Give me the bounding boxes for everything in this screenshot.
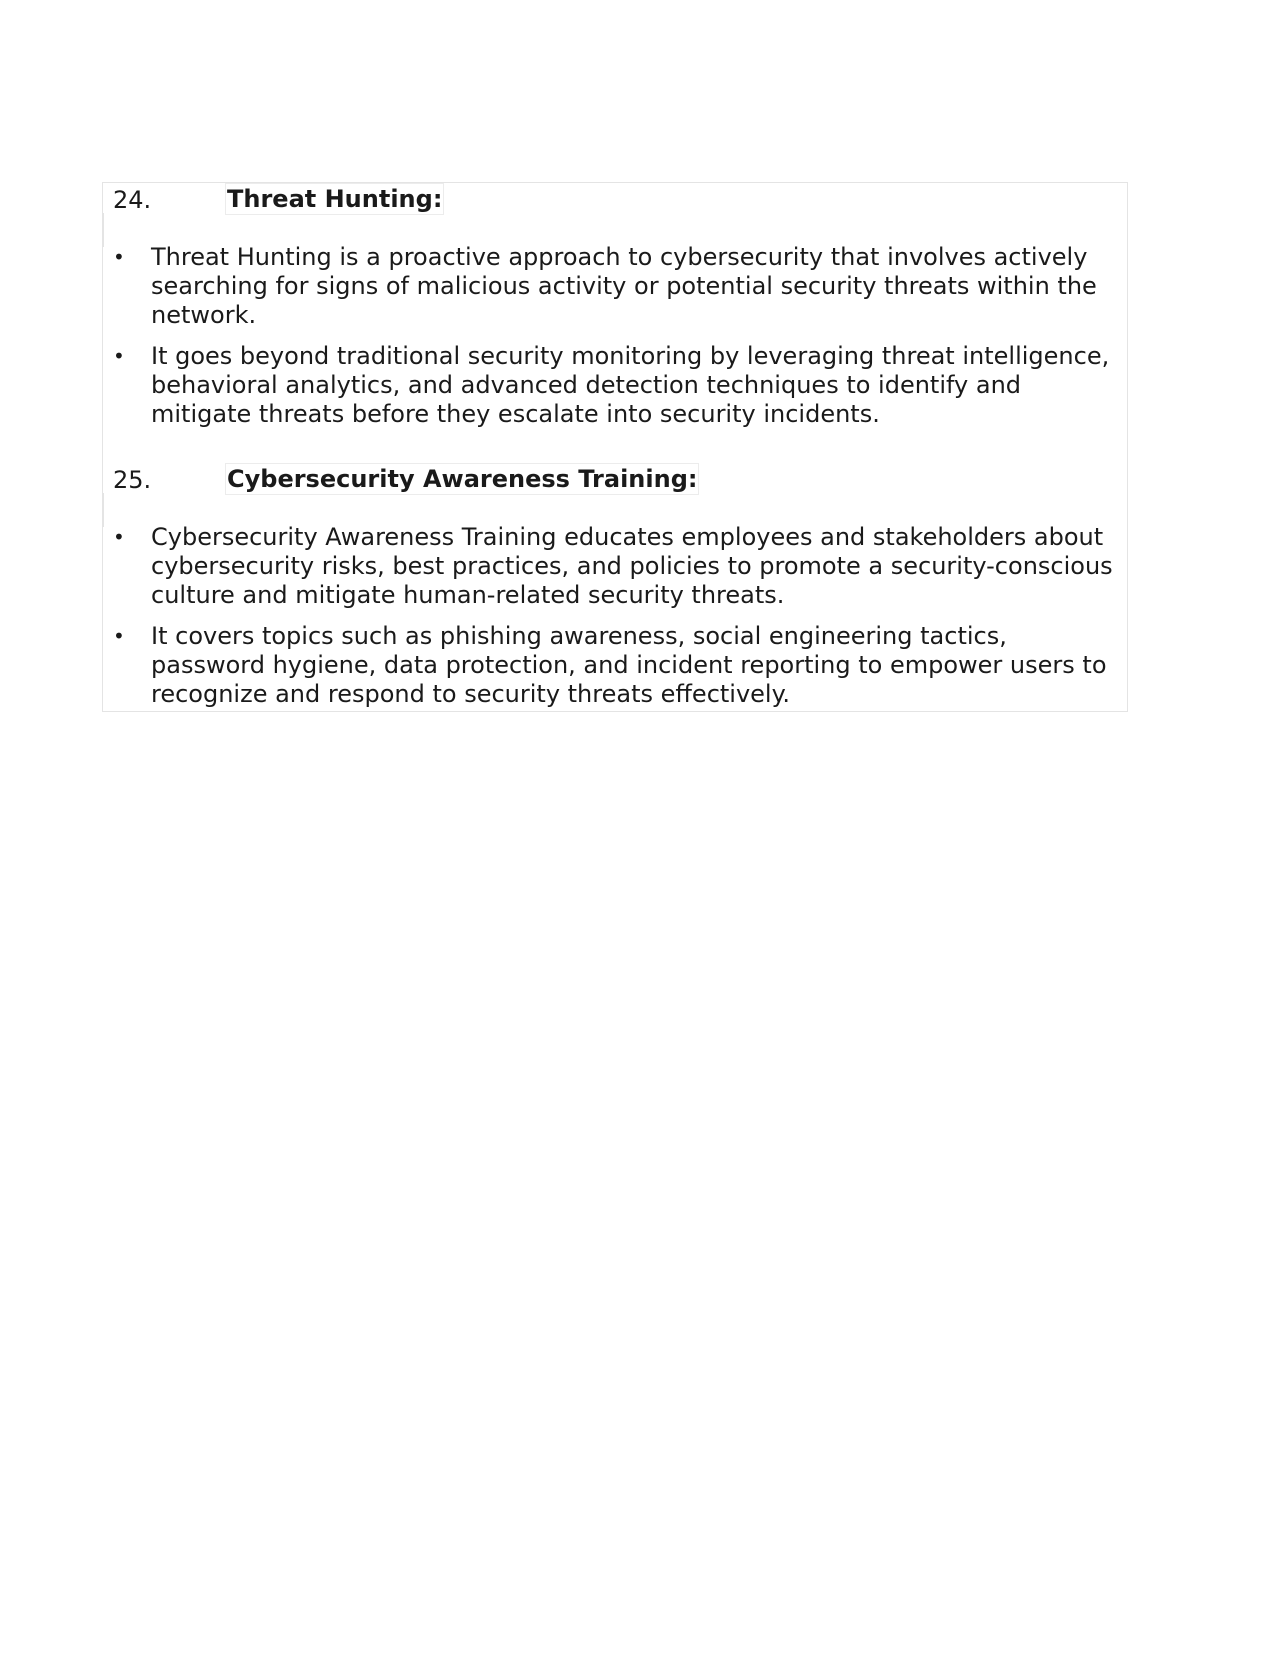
list-item-text: It goes beyond traditional security monitoring by leveraging threat intelligence, behavioral analytics, and advanced detection techniques to identify and mitigate threats before they escalate into security incidents. bbox=[151, 342, 1110, 428]
bullet-icon: • bbox=[113, 245, 125, 269]
section-threat-hunting bbox=[103, 183, 1127, 428]
bullet-icon: • bbox=[113, 344, 125, 368]
bullet-list bbox=[103, 523, 1127, 721]
content-block bbox=[102, 182, 1128, 712]
section-number: 24. bbox=[113, 186, 152, 214]
list-item bbox=[103, 342, 1127, 429]
section-heading bbox=[103, 183, 1127, 217]
section-awareness-training bbox=[103, 463, 1127, 708]
section-number: 25. bbox=[113, 466, 152, 494]
section-title: Cybersecurity Awareness Training: bbox=[227, 465, 698, 493]
section-heading bbox=[103, 463, 1127, 497]
list-item-text: Cybersecurity Awareness Training educates employees and stakeholders about cybersecurity risks, best practices, and policies to promote a security-conscious culture and mitigate human-related security threats. bbox=[151, 523, 1113, 609]
margin-marker bbox=[102, 493, 104, 527]
bullet-icon: • bbox=[113, 624, 125, 648]
bullet-icon: • bbox=[113, 525, 125, 549]
section-title: Threat Hunting: bbox=[227, 185, 443, 213]
bullet-list bbox=[103, 243, 1127, 441]
list-item-text: It covers topics such as phishing awareness, social engineering tactics, password hygiene, data protection, and incident reporting to empower users to recognize and respond to security threats effectively. bbox=[151, 622, 1107, 708]
list-item bbox=[103, 243, 1127, 330]
list-item bbox=[103, 622, 1127, 709]
margin-marker bbox=[102, 213, 104, 247]
list-item bbox=[103, 523, 1127, 610]
list-item-text: Threat Hunting is a proactive approach to cybersecurity that involves actively searching for signs of malicious activity or potential security threats within the network. bbox=[151, 243, 1097, 329]
